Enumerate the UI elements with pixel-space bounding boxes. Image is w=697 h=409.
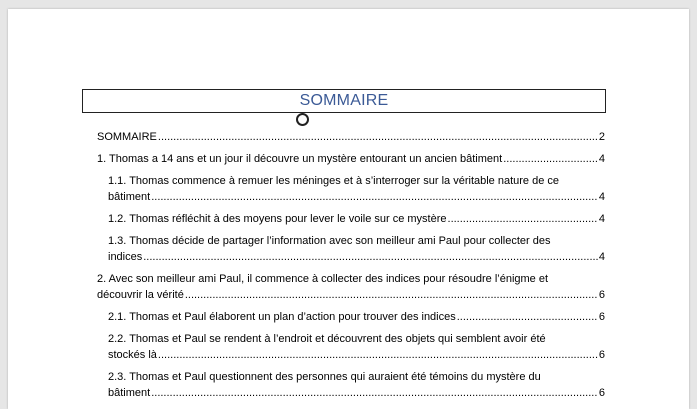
toc-entry-sommaire[interactable]	[97, 129, 605, 145]
toc-heading[interactable]	[82, 89, 606, 113]
toc-entry-2-1[interactable]	[97, 309, 605, 325]
toc-page-number: 6	[598, 311, 605, 323]
toc-entry-text-line1: 1.1. Thomas commence à remuer les méninges et à s’interroger sur la véritable nature de ce	[108, 175, 560, 187]
toc-entry-text: découvrir la vérité	[97, 289, 184, 301]
toc-entry-text: 1.2. Thomas réfléchit à des moyens pour lever le voile sur ce mystère	[108, 213, 447, 225]
toc-page-number: 4	[598, 153, 605, 165]
toc-entry-text: 2.1. Thomas et Paul élaborent un plan d’action pour trouver des indices	[108, 311, 456, 323]
toc-entry-text: indices	[108, 251, 143, 263]
toc-page-number: 2	[598, 131, 605, 143]
toc-entry-text: 1. Thomas a 14 ans et un jour il découvre un mystère entourant un ancien bâtiment	[97, 153, 503, 165]
toc-page-number: 6	[598, 349, 605, 361]
toc-entry-text: SOMMAIRE	[97, 131, 157, 143]
toc-entry-text-line1: 1.3. Thomas décide de partager l’information avec son meilleur ami Paul pour collecter des	[108, 235, 551, 247]
toc-entry-text: bâtiment	[108, 387, 151, 399]
rotate-handle-icon[interactable]	[296, 113, 309, 126]
toc-entry-2-3[interactable]	[97, 369, 605, 401]
toc-entry-1[interactable]	[97, 151, 605, 167]
toc-entry-1-1[interactable]	[97, 173, 605, 205]
toc-page-number: 4	[598, 191, 605, 203]
toc-entry-text: stockés là	[108, 349, 157, 361]
document-page	[8, 9, 689, 409]
toc-entry-1-3[interactable]	[97, 233, 605, 265]
toc-entry-1-2[interactable]	[97, 211, 605, 227]
toc-page-number: 4	[598, 213, 605, 225]
table-of-contents	[97, 129, 605, 407]
toc-heading-text: SOMMAIRE	[299, 92, 389, 109]
toc-page-number: 6	[598, 387, 605, 399]
toc-entry-text: bâtiment	[108, 191, 151, 203]
toc-entry-text-line1: 2. Avec son meilleur ami Paul, il commence à collecter des indices pour résoudre l’énigme et	[97, 273, 549, 285]
toc-page-number: 4	[598, 251, 605, 263]
toc-entry-2-2[interactable]	[97, 331, 605, 363]
toc-entry-text-line1: 2.2. Thomas et Paul se rendent à l’endroit et découvrent des objets qui semblent avoir été	[108, 333, 546, 345]
toc-page-number: 6	[598, 289, 605, 301]
toc-entry-text-line1: 2.3. Thomas et Paul questionnent des personnes qui auraient été témoins du mystère du	[108, 371, 541, 383]
toc-entry-2[interactable]	[97, 271, 605, 303]
